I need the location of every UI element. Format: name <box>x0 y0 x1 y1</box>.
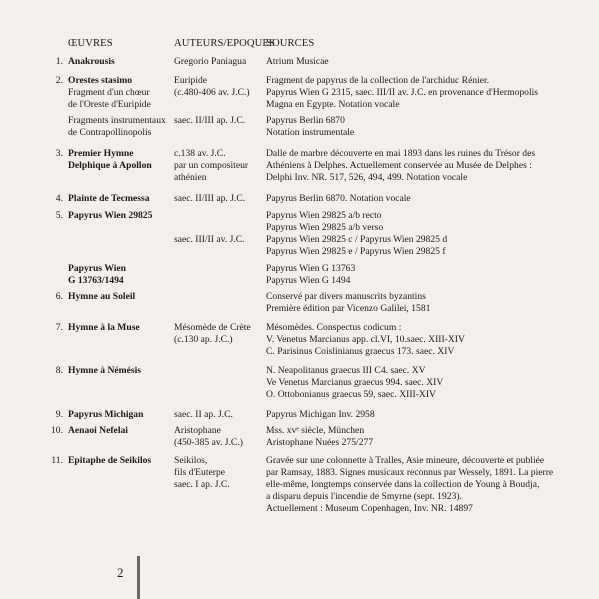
work-title: Plainte de Tecmessa <box>68 193 150 204</box>
source-text: Papyrus Wien 29825 c / Papyrus Wien 29825 d <box>266 234 448 245</box>
vertical-rule <box>137 556 140 599</box>
source-text: Papyrus Wien 29825 a/b recto <box>266 210 382 221</box>
source-text: Première édition par Vicenzo Galilei, 1581 <box>266 303 431 314</box>
author-epoch: Aristophane <box>174 425 221 436</box>
author-epoch: par un compositeur <box>174 160 249 171</box>
source-text: Aristophane Nuées 275/277 <box>266 437 374 448</box>
work-number: 1. <box>55 56 63 67</box>
author-epoch: fils d'Euterpe <box>174 467 226 478</box>
source-text: Papyrus Wien 29825 a/b verso <box>266 222 384 233</box>
work-number: 6. <box>55 291 63 302</box>
work-title: Papyrus Wien <box>68 263 127 274</box>
author-epoch: (c.130 ap. J.C.) <box>174 334 233 345</box>
author-epoch: (c.480-406 av. J.C.) <box>174 87 250 98</box>
source-text: Mss. xvᵉ siècle, München <box>266 425 365 436</box>
source-text: Papyrus Wien G 1494 <box>266 275 351 286</box>
source-text: Athéniens à Delphes. Actuellement conservée au Musée de Delphes : <box>266 160 532 171</box>
work-number: 11. <box>51 455 63 466</box>
source-text: Papyrus Wien 29825 e / Papyrus Wien 29825 f <box>266 246 446 257</box>
source-text: Dalle de marbre découverte en mai 1893 dans les ruines du Trésor des <box>266 148 536 159</box>
work-title: Anakrousis <box>68 56 115 67</box>
work-number: 9. <box>55 409 63 420</box>
page-number: 2 <box>117 565 124 580</box>
work-title: Orestes stasimo <box>68 75 133 86</box>
work-number: 3. <box>55 148 63 159</box>
work-title: Fragment d'un chœur <box>68 87 150 98</box>
source-text: Ve Venetus Marcianus graecus 994. saec. XIV <box>266 377 444 388</box>
work-number: 5. <box>55 210 63 221</box>
source-text: Fragment de papyrus de la collection de l'archiduc Rénier. <box>266 75 490 86</box>
work-title: Fragments instrumentaux <box>68 115 166 126</box>
source-text: C. Parisinus Coislinianus graecus 173. saec. XIV <box>266 346 455 357</box>
header-sources: SOURCES <box>266 38 315 49</box>
work-number: 8. <box>55 365 63 376</box>
work-title: Papyrus Michigan <box>68 409 144 420</box>
source-text: Atrium Musicae <box>266 56 329 67</box>
work-title: Aenaoi Nefelai <box>68 425 128 436</box>
author-epoch: Seikilos, <box>174 455 208 466</box>
source-text: Conservé par divers manuscrits byzantins <box>266 291 426 302</box>
work-title: Premier Hymne <box>68 148 134 159</box>
author-epoch: c.138 av. J.C. <box>174 148 226 159</box>
source-text: Gravée sur une colonnette à Tralles, Asie mineure, découverte et publiée <box>266 455 545 466</box>
source-text: Delphi Inv. NR. 517, 526, 494, 499. Notation vocale <box>266 172 468 183</box>
work-title: de l'Oreste d'Euripide <box>68 99 151 110</box>
work-title: G 13763/1494 <box>68 275 124 286</box>
author-epoch: saec. III/II av. J.C. <box>174 234 245 245</box>
author-epoch: Mésomède de Crète <box>174 322 251 333</box>
source-text: par Ramsay, 1883. Signes musicaux reconnus par Wessely, 1891. La pierre <box>266 467 554 478</box>
author-epoch: athénien <box>174 172 207 183</box>
work-title: Epitaphe de Seikilos <box>68 455 152 466</box>
source-text: elle-même, longtemps conservée dans la collection de Young à Boudja, <box>266 479 540 490</box>
work-title: Delphique à Apollon <box>68 160 152 171</box>
author-epoch: saec. II ap. J.C. <box>174 409 233 420</box>
header-oeuvres: ŒUVRES <box>68 38 113 49</box>
source-text: Notation instrumentale <box>266 127 355 138</box>
author-epoch: (450-385 av. J.C.) <box>174 437 243 448</box>
source-text: Actuellement : Museum Copenhagen, Inv. NR. 14897 <box>266 503 473 514</box>
source-text: Papyrus Michigan Inv. 2958 <box>266 409 375 420</box>
source-text: O. Ottobonianus graecus 59, saec. XIII-XIV <box>266 389 436 400</box>
source-text: V. Venetus Marcianus app. cl.VI, 10.saec. XIII-XIV <box>266 334 465 345</box>
work-number: 2. <box>55 75 63 86</box>
source-text: Papyrus Berlin 6870. Notation vocale <box>266 193 411 204</box>
author-epoch: Euripide <box>174 75 208 86</box>
author-epoch: saec. I ap. J.C. <box>174 479 230 490</box>
source-text: Mésomèdes. Conspectus codicum : <box>266 322 402 333</box>
source-text: Magna en Egypte. Notation vocale <box>266 99 400 110</box>
source-text: N. Neapolitanus graecus III C4. saec. XV <box>266 365 426 376</box>
source-text: a disparu depuis l'incendie de Smyrne (sept. 1923). <box>266 491 462 502</box>
work-title: Hymne au Soleil <box>68 291 136 302</box>
author-epoch: saec. II/III ap. J.C. <box>174 115 246 126</box>
work-title: Papyrus Wien 29825 <box>68 210 153 221</box>
author-epoch: Gregorio Paniagua <box>174 56 247 67</box>
header-auteurs-epoques: AUTEURS/EPOQUES <box>174 38 275 49</box>
work-number: 10. <box>51 425 63 436</box>
work-title: Hymne à la Muse <box>68 322 140 333</box>
author-epoch: saec. II/III ap. J.C. <box>174 193 246 204</box>
work-number: 4. <box>55 193 63 204</box>
work-title: de Contrapollinopolis <box>68 127 152 138</box>
work-number: 7. <box>55 322 63 333</box>
source-text: Papyrus Wien G 13763 <box>266 263 356 274</box>
source-text: Papyrus Wien G 2315, saec. III/II av. J.C. en provenance d'Hermopolis <box>266 87 539 98</box>
work-title: Hymne à Némésis <box>68 365 142 376</box>
source-text: Papyrus Berlin 6870 <box>266 115 345 126</box>
